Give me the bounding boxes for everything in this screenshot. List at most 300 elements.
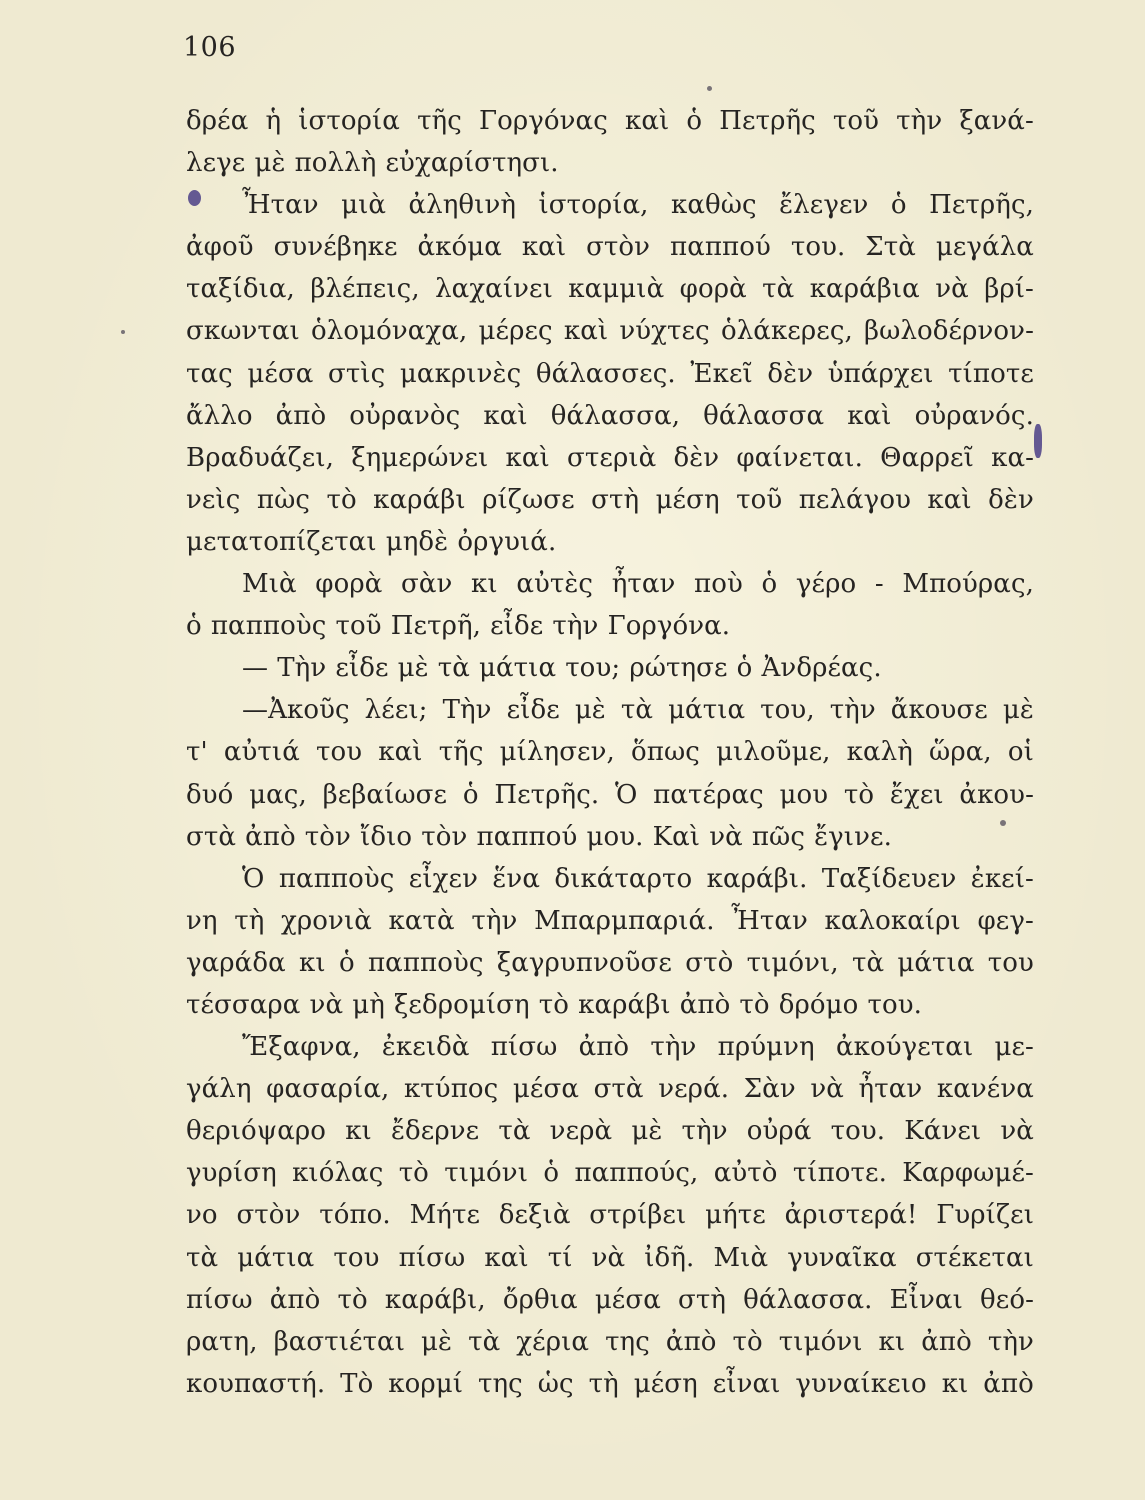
word: τὰ — [186, 1242, 219, 1273]
word: Ἦταν — [731, 905, 808, 936]
word: κι — [471, 569, 498, 600]
word: τὸ — [337, 1284, 368, 1315]
word: τῆς — [417, 106, 462, 136]
word: Εἶναι — [889, 1284, 963, 1315]
word: βρί- — [984, 274, 1034, 305]
word: παππού — [670, 232, 771, 263]
word: ξανά- — [959, 106, 1034, 136]
word: κατὰ — [388, 905, 455, 936]
word: μου — [779, 779, 829, 810]
text-line — [186, 816, 1034, 858]
word: σκωνται — [186, 316, 300, 347]
word: ἕνα — [492, 863, 540, 894]
word: τιμόνι — [444, 1158, 529, 1189]
word: δὲν — [988, 484, 1034, 515]
word: Καρφωμέ- — [902, 1158, 1034, 1189]
word: καράβι — [373, 484, 466, 515]
word: ἔχει — [889, 779, 944, 810]
word: τὴν — [896, 106, 943, 136]
word: καὶ — [505, 442, 550, 473]
word: βλέπεις, — [310, 274, 420, 305]
word: μὲ — [397, 653, 429, 684]
word: βωλοδέρνον- — [864, 316, 1034, 347]
word: τίποτε — [948, 358, 1034, 389]
word: ἄλλο — [186, 400, 253, 431]
text-line — [186, 184, 1034, 226]
text-line — [186, 858, 1034, 900]
word: —Ἀκοῦς — [242, 695, 350, 726]
word: αὐτὸ — [713, 1158, 778, 1189]
word: νύχτες — [619, 316, 710, 347]
word: — — [242, 653, 269, 684]
word: Ἐκεῖ — [690, 358, 753, 389]
word: ἀφοῦ — [186, 232, 254, 263]
word: Πετρῆς — [719, 106, 816, 136]
word: στὸν — [236, 1200, 301, 1231]
word: ὄρθια — [502, 1284, 578, 1315]
word: χέρια — [516, 1326, 590, 1357]
word: φορὰ — [315, 569, 383, 600]
word: φεγ- — [977, 905, 1034, 936]
word: Ἀνδρέας. — [761, 653, 882, 684]
word: πολλὴ — [294, 148, 377, 179]
word: ἴδιο — [360, 821, 413, 852]
ink-dot — [707, 86, 712, 91]
word: τόπο. — [319, 1200, 391, 1231]
word: τὸ — [538, 989, 570, 1020]
ink-dot — [121, 330, 125, 334]
word: ἀπὸ — [275, 400, 327, 431]
word: κιόλας — [292, 1158, 384, 1189]
word: καὶ — [624, 106, 670, 136]
word: Γοργόνα. — [607, 611, 731, 642]
text-line — [186, 984, 1034, 1026]
word: ἱστορία, — [538, 190, 649, 221]
text-line — [186, 563, 1034, 605]
word: παπποὺς — [278, 863, 395, 894]
word: τὴν — [650, 1032, 697, 1063]
word: ἐκεί- — [970, 863, 1034, 894]
word: Ταξίδευεν — [821, 863, 957, 894]
word: ἦταν — [611, 569, 676, 600]
text-line — [186, 731, 1034, 773]
word: Μιὰ — [242, 569, 297, 600]
word: αὐτιά — [223, 737, 300, 768]
word: τοῦ — [335, 611, 382, 642]
word: ἀπὸ — [921, 1326, 972, 1357]
word: τὰ — [851, 947, 885, 978]
word: Ὁ — [242, 863, 265, 894]
word: ἀπὸ — [665, 1326, 717, 1357]
word: με- — [994, 1032, 1034, 1063]
word: Μπούρας, — [902, 569, 1034, 600]
word: τ' — [186, 737, 208, 768]
word: μάτια — [668, 695, 746, 726]
word: μεγάλα — [935, 232, 1034, 263]
word: ὁ — [686, 106, 703, 136]
word: ἔγινε. — [814, 821, 892, 852]
word: ἀκου- — [959, 779, 1034, 810]
word: πελάγου — [798, 484, 911, 515]
word: ὁ — [462, 779, 479, 810]
word: θάλασσες. — [535, 358, 676, 389]
word: του — [315, 737, 363, 768]
word: ὁ — [761, 569, 778, 600]
word: μάτια — [479, 653, 557, 684]
word: ξεδρομίση — [394, 989, 530, 1020]
word: οὐρά — [746, 1116, 812, 1147]
word: γυναίκειο — [795, 1368, 927, 1399]
word: γυρίση — [186, 1158, 277, 1189]
word: τὸν — [304, 821, 351, 852]
word: τιμόνι, — [746, 947, 839, 978]
word: Τὴν — [277, 653, 327, 684]
word: του — [987, 947, 1034, 978]
word: εἶδε — [490, 611, 544, 642]
word: μου. — [586, 821, 644, 852]
word: ἀπὸ — [245, 821, 296, 852]
word: γέρο — [795, 569, 857, 600]
word: μὲ — [574, 695, 606, 726]
word: στέκεται — [915, 1242, 1034, 1273]
word: φασαρία, — [266, 1074, 390, 1105]
word: νὰ — [709, 821, 743, 852]
word: τὰ — [762, 274, 795, 305]
word: πὼς — [256, 484, 311, 515]
word: δεξιὰ — [498, 1200, 571, 1231]
word: τὰ — [437, 653, 470, 684]
word: βεβαίωσε — [322, 779, 448, 810]
word: του. — [867, 989, 923, 1020]
word: δυό — [186, 779, 234, 810]
word: Κάνει — [904, 1116, 982, 1147]
text-line — [186, 479, 1034, 521]
word: θεό- — [980, 1284, 1034, 1315]
word: μηδὲ — [385, 526, 449, 557]
word: ἔδερνε — [390, 1116, 480, 1147]
word: δικάταρτο — [554, 863, 693, 894]
word: τὸ — [843, 779, 875, 810]
ink-stain-mark — [1034, 424, 1042, 458]
word: ἱστορία — [298, 106, 400, 136]
word: ὁ — [186, 611, 202, 642]
text-line — [186, 942, 1034, 984]
word: τὰ — [498, 1116, 531, 1147]
word: νὰ — [591, 1242, 626, 1273]
word: μας, — [249, 779, 307, 810]
text-line — [186, 521, 1034, 563]
word: ἰδῆ. — [644, 1242, 695, 1273]
word: οἱ — [1007, 737, 1034, 768]
word: κι — [345, 1116, 372, 1147]
text-line — [186, 605, 1034, 647]
word: πῶς — [751, 821, 806, 852]
word: καὶ — [563, 316, 609, 347]
word: οὐρανός. — [914, 400, 1034, 431]
word: εἶχεν — [408, 863, 478, 894]
word: μίλησεν, — [499, 737, 615, 768]
word: μὲ — [421, 1326, 453, 1357]
word: καράβι, — [384, 1284, 486, 1315]
word: τὸ — [732, 1326, 763, 1357]
word: του. — [790, 232, 846, 263]
word: νο — [186, 1200, 218, 1231]
word: αὐτὲς — [516, 569, 594, 600]
word: μακρινὲς — [399, 358, 522, 389]
body-text — [186, 100, 1034, 1405]
text-line — [186, 689, 1034, 731]
word: ἐκειδὰ — [381, 1032, 470, 1063]
word: Στὰ — [865, 232, 916, 263]
word: ρίζωσε — [482, 484, 575, 515]
word: θάλασσα — [703, 400, 825, 431]
word: καὶ — [847, 400, 892, 431]
word: τὴν — [552, 611, 599, 642]
word: ρατη, — [186, 1326, 258, 1357]
word: κτύπος — [403, 1074, 499, 1105]
text-line — [186, 1279, 1034, 1321]
word: μάτια — [897, 947, 975, 978]
word: της — [605, 1326, 650, 1357]
text-line — [186, 395, 1034, 437]
word: μάτια — [237, 1242, 315, 1273]
word: ἀριστερά! — [784, 1200, 918, 1231]
word: καὶ — [927, 484, 972, 515]
text-line — [186, 353, 1034, 395]
text-line — [186, 1363, 1034, 1405]
word: ἄκουσε — [890, 695, 988, 726]
word: καὶ — [521, 232, 567, 263]
word: τὰ — [468, 1326, 501, 1357]
text-line — [186, 1110, 1034, 1152]
word: λαχαίνει — [435, 274, 553, 305]
word: ὅπως — [631, 737, 700, 768]
word: ἀληθινὴ — [408, 190, 517, 221]
word: οὐρανὸς — [349, 400, 461, 431]
word: Τὸ — [340, 1368, 374, 1399]
word: του — [333, 1242, 380, 1273]
word: στὶς — [328, 358, 386, 389]
word: εἶδε — [506, 695, 560, 726]
word: καὶ — [484, 1242, 529, 1273]
word: τί — [547, 1242, 573, 1273]
word: μέρες — [478, 316, 553, 347]
word: καμμιὰ — [568, 274, 665, 305]
word: παπποὺς — [210, 611, 327, 642]
word: μιλοῦμε, — [716, 737, 831, 768]
text-line — [186, 774, 1034, 816]
word: καλὴ — [846, 737, 913, 768]
word: καλοκαίρι — [824, 905, 961, 936]
word: τὸν — [421, 821, 468, 852]
word: μέσα — [247, 358, 314, 389]
word: μήτε — [705, 1200, 766, 1231]
word: τὴν — [829, 695, 876, 726]
word: εἶδε — [335, 653, 389, 684]
text-line — [186, 1237, 1034, 1279]
word: τὴν — [987, 1326, 1034, 1357]
word: παππούς, — [574, 1158, 699, 1189]
word: τοῦ — [832, 106, 880, 136]
word: καὶ — [378, 737, 423, 768]
word: νὰ — [935, 274, 969, 305]
word: κι — [878, 1326, 906, 1357]
word: τὰ — [620, 695, 654, 726]
word: ἀπὸ — [679, 989, 731, 1020]
word: καὶ — [483, 400, 528, 431]
word: νερά. — [658, 1074, 730, 1105]
word: λέει; — [364, 695, 428, 726]
word: ἀπὸ — [269, 1284, 321, 1315]
word: στὴ — [591, 484, 640, 515]
word: Πετρῆς. — [494, 779, 600, 810]
word: καθὼς — [670, 190, 757, 221]
ink-dot — [1000, 820, 1006, 826]
word: μέσα — [512, 1074, 579, 1105]
word: Σὰν — [743, 1074, 796, 1105]
word: καράβι. — [706, 863, 808, 894]
word: νη — [186, 905, 218, 936]
word: δὲν — [767, 358, 814, 389]
text-line — [186, 310, 1034, 352]
word: μιὰ — [341, 190, 387, 221]
word: ποὺ — [694, 569, 743, 600]
word: πατέρας — [653, 779, 764, 810]
text-line — [186, 1152, 1034, 1194]
word: Τὴν — [442, 695, 492, 726]
word: τὴν — [471, 905, 518, 936]
word: ἡ — [265, 106, 282, 136]
word: φορὰ — [679, 274, 747, 305]
word: καράβια — [809, 274, 920, 305]
word: Ὁ — [614, 779, 638, 810]
word: παπποὺς — [367, 947, 484, 978]
word: βαστιέται — [273, 1326, 406, 1357]
word: μὴ — [352, 989, 385, 1020]
text-line — [186, 437, 1034, 479]
word: κι — [941, 1368, 969, 1399]
word: φαίνεται. — [736, 442, 863, 473]
word: ἀπὸ — [983, 1368, 1034, 1399]
word: Θαρρεῖ — [880, 442, 974, 473]
word: στεριὰ — [567, 442, 657, 473]
word: μέση — [655, 484, 720, 515]
word: ὁλάκερες, — [720, 316, 853, 347]
word: πρύμνη — [717, 1032, 815, 1063]
word: στὸ — [685, 947, 734, 978]
word: εὐχαρίστησι. — [385, 148, 559, 179]
word: Ἦταν — [242, 190, 319, 221]
word: μὲ — [1002, 695, 1034, 726]
word: ξημερώνει — [351, 442, 489, 473]
word: χρονιὰ — [281, 905, 372, 936]
word: ὀργυιά. — [457, 526, 557, 557]
word: ὁ — [338, 947, 355, 978]
word: τὴ — [234, 905, 265, 936]
word: θάλασσα. — [743, 1284, 873, 1315]
word: ἔλεγεν — [779, 190, 869, 221]
word: συνέβηκε — [273, 232, 398, 263]
word: του; — [565, 653, 621, 684]
word: στὴ — [678, 1284, 727, 1315]
word: Γοργόνας — [478, 106, 608, 136]
word: τοῦ — [736, 484, 783, 515]
word: σὰν — [401, 569, 453, 600]
word: πίσω — [490, 1032, 558, 1063]
text-line — [186, 900, 1034, 942]
word: ξαγρυπνοῦσε — [496, 947, 672, 978]
word: ὑπάρχει — [827, 358, 934, 389]
word: - — [874, 569, 884, 600]
word: Μιὰ — [713, 1242, 769, 1273]
word: ὁ — [543, 1158, 560, 1189]
word: Μήτε — [409, 1200, 481, 1231]
word: νὰ — [309, 989, 344, 1020]
word: τὸ — [739, 989, 770, 1020]
word: ὁλομόναχα, — [311, 316, 468, 347]
word: πίσω — [398, 1242, 466, 1273]
word: νὰ — [1000, 1116, 1034, 1147]
word: τας — [186, 358, 233, 389]
word: μὲ — [254, 148, 286, 179]
word: κουπαστή. — [186, 1368, 326, 1399]
word: παππού — [476, 821, 578, 852]
word: νερὰ — [549, 1116, 613, 1147]
word: στὸν — [586, 232, 651, 263]
word: εἶναι — [712, 1368, 781, 1399]
word: Πετρῆς, — [929, 190, 1034, 221]
word: τὴ — [588, 1368, 619, 1399]
word: νὰ — [810, 1074, 844, 1105]
word: ὁ — [736, 653, 753, 684]
word: ἦταν — [858, 1074, 923, 1105]
word: τῆς — [438, 737, 484, 768]
text-line — [186, 100, 1034, 142]
word: κι — [299, 947, 326, 978]
word: δρέα — [186, 106, 249, 136]
word: ἀκούγεται — [835, 1032, 974, 1063]
word: κα- — [991, 442, 1034, 473]
word: ἀπὸ — [578, 1032, 630, 1063]
word: θάλασσα, — [550, 400, 681, 431]
word: δρόμο — [778, 989, 859, 1020]
word: του. — [830, 1116, 886, 1147]
word: της — [477, 1368, 523, 1399]
word: θεριόψαρο — [186, 1116, 327, 1147]
word: Καὶ — [652, 821, 701, 852]
text-line — [186, 1068, 1034, 1110]
word: στὰ — [593, 1074, 644, 1105]
word: Βραδυάζει, — [186, 442, 334, 473]
word: γάλη — [186, 1074, 252, 1105]
ink-stain-mark — [188, 190, 201, 206]
word: Πετρῆ, — [390, 611, 482, 642]
word: λεγε — [186, 148, 246, 179]
word: στὰ — [186, 821, 236, 852]
word: γαράδα — [186, 947, 286, 978]
word: ὁ — [890, 190, 907, 221]
text-line — [186, 1321, 1034, 1363]
page-number: 106 — [183, 32, 237, 63]
word: του, — [760, 695, 815, 726]
word: Μπαρμπαριά. — [534, 905, 715, 936]
word: κανένα — [936, 1074, 1034, 1105]
text-line — [186, 1194, 1034, 1236]
word: δὲν — [673, 442, 720, 473]
word: στρίβει — [589, 1200, 687, 1231]
word: μέσα — [594, 1284, 661, 1315]
text-line — [186, 1026, 1034, 1068]
